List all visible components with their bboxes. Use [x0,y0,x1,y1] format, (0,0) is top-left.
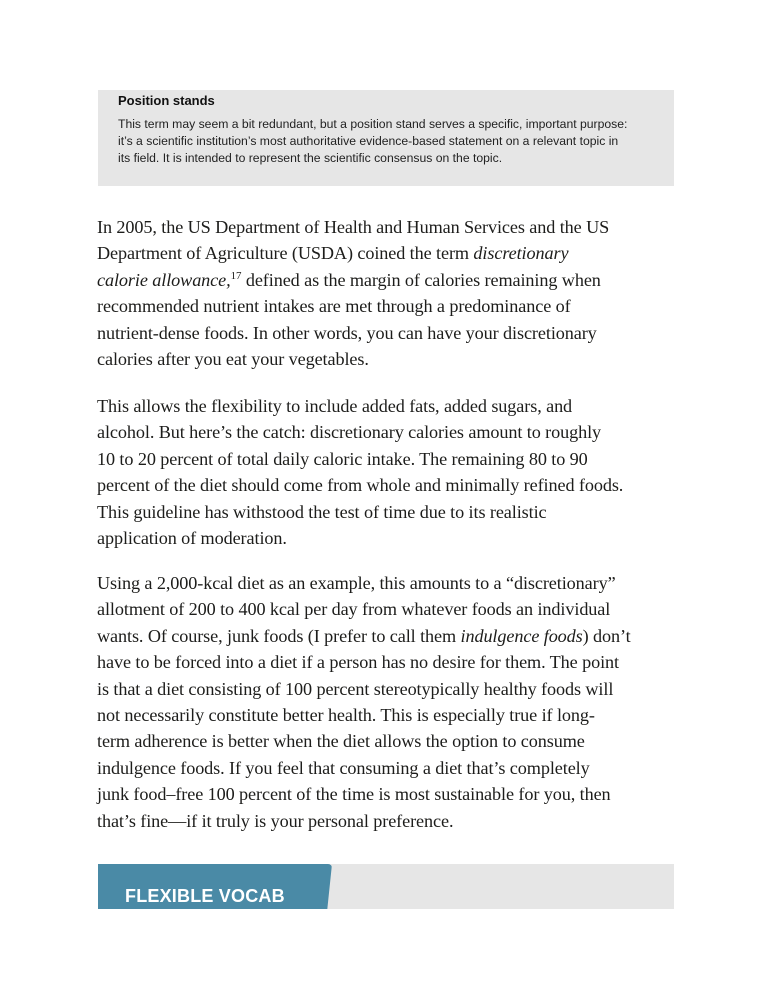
paragraph-line: recommended nutrient intakes are met through a predominance of [97,296,571,317]
position-stands-sidebar [98,90,674,186]
flexible-vocab-label: FLEXIBLE VOCAB [125,886,285,906]
term-italic: calorie allowance, [97,269,231,290]
flexible-vocab-header [98,864,674,909]
sidebar-body [118,116,654,167]
paragraph-line: that’s fine—if it truly is your personal preference. [97,810,454,831]
sidebar-title: Position stands [118,93,215,108]
paragraph-line: junk food–free 100 percent of the time is most sustainable for you, then [97,784,611,805]
paragraph-flexibility [97,393,687,551]
paragraph-line: not necessarily constitute better health. This is especially true if long- [97,705,595,726]
paragraph-line [97,240,687,266]
paragraph-line: indulgence foods. If you feel that consuming a diet that’s completely [97,757,590,778]
text-run: wants. Of course, junk foods (I prefer to call them [97,625,461,646]
paragraph-line: Using a 2,000-kcal diet as an example, this amounts to a “discretionary” [97,573,616,593]
text-run: ) don’t [582,625,631,646]
paragraph-2000-kcal-example [97,570,687,834]
paragraph-line: In 2005, the US Department of Health and Human Services and the US [97,217,610,237]
paragraph-line: percent of the diet should come from whole and minimally refined foods. [97,475,624,496]
paragraph-line: This allows the flexibility to include added fats, added sugars, and [97,396,573,416]
term-italic: indulgence foods [460,625,583,646]
paragraph-line: have to be forced into a diet if a person has no desire for them. The point [97,652,619,673]
text-run: Department of Agriculture (USDA) coined the term [97,243,474,264]
paragraph-line: allotment of 200 to 400 kcal per day from whatever foods an individual [97,599,611,620]
paragraph-discretionary-calories [97,214,687,372]
text-run: defined as the margin of calories remaining when [241,269,601,290]
sidebar-line: its field. It is intended to represent the scientific consensus on the topic. [118,151,503,165]
paragraph-line: alcohol. But here’s the catch: discretionary calories amount to roughly [97,422,602,443]
paragraph-line: term adherence is better when the diet allows the option to consume [97,731,585,752]
sidebar-line: it’s a scientific institution’s most authoritative evidence-based statement on a relevant topic in [118,134,619,148]
paragraph-line: This guideline has withstood the test of time due to its realistic [97,501,547,522]
term-italic: discretionary [473,243,569,264]
sidebar-line: This term may seem a bit redundant, but a position stand serves a specific, important purpose: [118,117,628,131]
paragraph-line [97,267,687,293]
paragraph-line: 10 to 20 percent of total daily caloric intake. The remaining 80 to 90 [97,448,588,469]
paragraph-line: is that a diet consisting of 100 percent stereotypically healthy foods will [97,678,614,699]
paragraph-line: nutrient-dense foods. In other words, you can have your discretionary [97,322,597,343]
footnote-ref: 17 [230,269,242,282]
paragraph-line: calories after you eat your vegetables. [97,349,369,370]
paragraph-line [97,623,687,649]
paragraph-line: application of moderation. [97,528,287,549]
